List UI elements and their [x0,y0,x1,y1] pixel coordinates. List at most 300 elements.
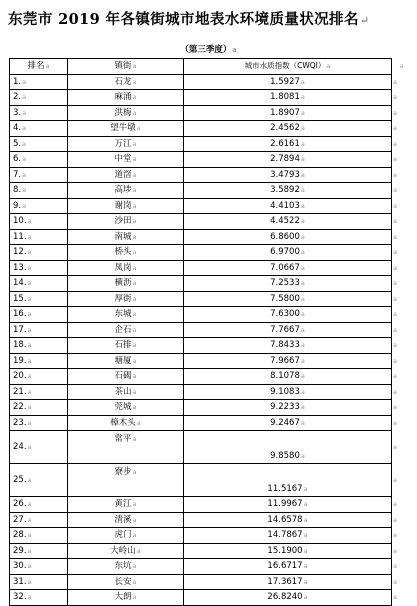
town-cell-text: 塘厦 [114,355,132,366]
cell-mark: a [45,62,50,71]
cell-mark: a [393,248,397,257]
row-end-cell [392,400,411,416]
rank-cell [10,121,68,137]
cell-mark: a [300,325,305,334]
rank-dot: . [18,138,22,149]
town-cell [68,291,184,307]
rank-dot: . [23,592,27,603]
town-cell [68,105,184,121]
row-end-cell [392,183,411,199]
index-cell-text: 7.9667 [270,355,300,366]
row-end-cell [392,152,411,168]
index-cell-text: 7.8433 [270,340,300,351]
cell-mark: a [393,515,397,524]
town-cell [68,369,184,385]
rank-cell [10,543,68,559]
cell-mark: a [300,93,305,102]
index-cell [184,322,392,338]
index-cell [184,260,392,276]
index-cell-text: 9.2233 [270,402,300,413]
town-cell-text: 莞城 [114,402,132,413]
index-cell [184,574,392,590]
cell-mark: a [300,356,305,365]
rank-dot: . [23,247,27,258]
index-cell-text: 14.6578 [267,514,303,525]
rank-cell-text: 19 [13,355,24,366]
rank-cell [10,260,68,276]
rank-cell [10,528,68,544]
cell-mark: a [132,62,137,71]
row-end-cell [392,590,411,606]
rank-cell-text: 22 [13,402,24,413]
index-cell [184,245,392,261]
rank-cell [10,322,68,338]
row-end-cell [392,528,411,544]
index-cell [184,121,392,137]
index-cell-text: 6.8600 [270,231,300,242]
cell-mark: a [27,279,32,288]
index-cell-text: 4.4522 [270,216,300,227]
cell-mark: a [27,248,32,257]
rank-cell-text: 26 [13,499,24,510]
cell-mark: a [393,593,397,602]
index-cell-text: 3.4793 [270,169,300,180]
rank-dot: . [23,309,27,320]
cell-mark: a [27,232,32,241]
rank-dot: . [23,545,27,556]
town-cell-text: 高埗 [114,185,132,196]
rank-dot: . [23,561,27,572]
cell-mark: a [132,108,137,117]
index-cell [184,74,392,90]
cell-mark: a [132,356,137,365]
cell-mark: a [300,387,305,396]
row-end-cell [392,338,411,354]
rank-cell [10,291,68,307]
rank-dot: . [23,340,27,351]
rank-cell [10,90,68,106]
rank-cell [10,229,68,245]
town-cell-text: 横沥 [114,278,132,289]
rank-cell-text: 28 [13,530,24,541]
rank-cell [10,136,68,152]
row-end-cell [392,136,411,152]
town-cell-text: 南城 [114,231,132,242]
cell-mark: a [27,531,32,540]
row-end-cell [392,121,411,137]
index-cell [184,229,392,245]
rank-cell-text: 2 [13,92,19,103]
table-row [10,183,411,199]
cell-mark: a [136,124,141,133]
table-row [10,136,411,152]
rank-dot: . [18,107,22,118]
table-row [10,512,411,528]
row-end-cell [392,512,411,528]
rank-cell [10,276,68,292]
rank-cell [10,198,68,214]
table-row [10,543,411,559]
cell-mark: a [300,403,305,412]
cell-mark: a [303,500,308,509]
row-end-mark: a [399,62,404,71]
row-end-cell [392,214,411,230]
row-end-cell [392,276,411,292]
row-end-cell [392,543,411,559]
cell-mark: a [300,232,305,241]
table-row [10,322,411,338]
cell-mark: a [393,372,397,381]
rank-dot: . [23,231,27,242]
town-cell-text: 黄江 [114,499,132,510]
index-cell-text: 7.2533 [270,278,300,289]
index-cell-text: 7.0667 [270,262,300,273]
town-cell-text: 樟木头 [110,417,136,428]
town-cell-text: 东坑 [114,561,132,572]
index-cell-text: 15.1900 [267,545,303,556]
cell-mark: a [22,186,27,195]
rank-dot: . [23,355,27,366]
table-row [10,167,411,183]
table-row [10,464,411,497]
index-cell [184,276,392,292]
rank-cell-text: 23 [13,417,24,428]
row-end-cell [392,198,411,214]
index-cell [184,136,392,152]
index-cell-text: 11.9967 [267,499,303,510]
cell-mark: a [132,500,137,509]
index-cell [184,512,392,528]
cell-mark: a [393,418,397,427]
rank-dot: . [18,185,22,196]
cell-mark: a [27,500,32,509]
cell-mark: a [27,325,32,334]
cell-mark: a [393,124,397,133]
table-row [10,245,411,261]
index-cell-text: 11.5167 [267,484,303,494]
cell-mark: a [393,294,397,303]
rank-cell-text: 25 [13,475,24,485]
rank-dot: . [18,169,22,180]
table-row [10,291,411,307]
header-rank-label: 排名 [27,61,45,72]
index-cell [184,167,392,183]
cell-mark: a [393,577,397,586]
row-end-cell [392,415,411,431]
cell-mark: a [132,279,137,288]
town-cell [68,276,184,292]
cell-mark: a [132,515,137,524]
town-cell-text: 洪梅 [114,107,132,118]
rank-cell-text: 32 [13,592,24,603]
cell-mark: a [300,108,305,117]
town-cell [68,136,184,152]
row-end-cell [392,353,411,369]
row-end-cell [392,74,411,90]
cell-mark: a [393,232,397,241]
town-cell [68,167,184,183]
index-cell [184,415,392,431]
town-cell [68,307,184,323]
town-cell-text: 沙田 [114,216,132,227]
rank-cell-text: 4 [13,123,19,134]
index-cell-text: 14.7867 [267,530,303,541]
rank-cell-text: 10 [13,216,24,227]
table-row [10,384,411,400]
cell-mark: a [393,217,397,226]
cell-mark: a [132,263,137,272]
rank-cell [10,307,68,323]
town-cell [68,198,184,214]
cell-mark: a [393,310,397,319]
town-cell-text: 长安 [114,576,132,587]
cell-mark: a [132,93,137,102]
rank-cell-text: 14 [13,278,24,289]
cell-mark: a [132,170,137,179]
cell-mark: a [303,546,308,555]
rank-cell-text: 24 [13,442,24,452]
town-cell [68,415,184,431]
cell-mark: a [303,562,308,571]
rank-dot: . [23,514,27,525]
cell-mark: a [132,531,137,540]
town-cell [68,74,184,90]
rank-cell [10,369,68,385]
town-cell [68,528,184,544]
cell-mark: a [393,170,397,179]
table-row [10,74,411,90]
town-cell [68,121,184,137]
table-row [10,369,411,385]
rank-dot: . [23,262,27,273]
cell-mark: a [132,372,137,381]
rank-dot: . [23,402,27,413]
rank-cell [10,167,68,183]
cell-mark: a [22,155,27,164]
table-row [10,338,411,354]
cell-mark: a [393,263,397,272]
document-subtitle [0,43,417,55]
cell-mark: a [22,108,27,117]
cell-mark: a [300,186,305,195]
cell-mark: a [132,139,137,148]
rank-dot: . [23,442,27,452]
cell-mark: a [132,77,137,86]
rank-cell-text: 17 [13,324,24,335]
index-cell-text: 8.1078 [270,371,300,382]
row-end-cell [392,59,411,75]
town-cell-text: 石龙 [114,76,132,87]
town-cell-text: 虎门 [114,530,132,541]
rank-dot: . [23,417,27,428]
table-row [10,198,411,214]
row-end-cell [392,559,411,575]
cell-mark: a [393,155,397,164]
cell-mark: a [300,139,305,148]
index-cell-text: 9.2467 [270,417,300,428]
paragraph-mark-icon: ↵ [359,14,370,27]
cell-mark: a [27,443,32,451]
cell-mark: a [393,93,397,102]
rank-cell [10,415,68,431]
cell-mark: a [300,279,305,288]
rank-cell-text: 5 [13,138,19,149]
cell-mark: a [22,201,27,210]
cell-mark: a [303,485,308,493]
rank-dot: . [18,154,22,165]
rank-cell [10,74,68,90]
rank-cell-text: 13 [13,262,24,273]
row-end-cell [392,291,411,307]
cell-mark: a [303,531,308,540]
town-cell-text: 凤岗 [114,262,132,273]
index-cell [184,543,392,559]
town-cell-text: 麻涌 [114,92,132,103]
header-town [68,59,184,75]
town-cell-text: 万江 [114,138,132,149]
town-cell-text: 望牛墩 [110,123,136,134]
cell-mark: a [303,515,308,524]
index-cell [184,152,392,168]
town-cell [68,214,184,230]
cell-mark: a [393,186,397,195]
cell-mark: a [393,476,397,484]
rank-cell [10,105,68,121]
index-cell-text: 1.8081 [270,92,300,103]
cell-mark: a [393,325,397,334]
town-cell [68,559,184,575]
table-row [10,590,411,606]
cell-mark: a [300,124,305,133]
index-cell-text: 2.4562 [270,123,300,134]
town-cell [68,90,184,106]
cell-mark: a [132,341,137,350]
town-cell [68,543,184,559]
town-cell-text: 谢岗 [114,200,132,211]
rank-dot: . [23,324,27,335]
rank-cell-text: 7 [13,169,19,180]
header-index-label: 城市水质指数（CWQI） [244,61,326,71]
cell-mark: a [303,577,308,586]
index-cell [184,90,392,106]
town-cell-text: 桥头 [114,247,132,258]
town-cell-text: 大岭山 [110,545,136,556]
cell-mark: a [300,217,305,226]
rank-cell [10,245,68,261]
town-cell [68,338,184,354]
rank-cell [10,590,68,606]
town-cell-text: 企石 [114,324,132,335]
index-cell [184,431,392,464]
town-cell-text: 石碣 [114,371,132,382]
cell-mark: a [393,356,397,365]
table-row [10,276,411,292]
rank-cell-text: 21 [13,386,24,397]
cell-mark: a [300,248,305,257]
row-end-cell [392,167,411,183]
table-row [10,400,411,416]
header-index [184,59,392,75]
rank-dot: . [18,123,22,134]
town-cell [68,464,184,497]
rank-dot: . [23,278,27,289]
cell-mark: a [393,279,397,288]
row-end-cell [392,464,411,497]
row-end-cell [392,574,411,590]
cell-mark: a [300,170,305,179]
town-cell [68,152,184,168]
rank-cell-text: 1 [13,76,19,87]
cell-mark: a [393,500,397,509]
cell-mark: a [393,77,397,86]
table-row [10,307,411,323]
index-cell-text: 2.6161 [270,138,300,149]
town-cell [68,497,184,513]
index-cell [184,528,392,544]
table-row [10,260,411,276]
cell-mark: a [27,593,32,602]
rank-cell-text: 20 [13,371,24,382]
town-cell-text: 东城 [114,309,132,320]
cell-mark: a [27,294,32,303]
table-row [10,353,411,369]
cell-mark: a [393,531,397,540]
index-cell [184,338,392,354]
town-cell-text: 寮步 [114,467,132,477]
cell-mark: a [132,593,137,602]
cell-mark: a [393,562,397,571]
cell-mark: a [393,387,397,396]
index-cell-text: 7.7667 [270,324,300,335]
cell-mark: a [132,217,137,226]
cell-mark: a [27,562,32,571]
rank-cell [10,431,68,464]
rank-cell [10,497,68,513]
row-end-cell [392,260,411,276]
row-end-cell [392,307,411,323]
row-end-cell [392,245,411,261]
header-town-label: 镇街 [114,61,132,72]
cell-mark: a [132,186,137,195]
town-cell-text: 石排 [114,340,132,351]
index-cell-text: 16.6717 [267,561,303,572]
rank-cell [10,384,68,400]
cell-mark: a [27,372,32,381]
cell-mark: a [22,77,27,86]
cell-mark: a [393,108,397,117]
rank-cell-text: 18 [13,340,24,351]
table-row [10,528,411,544]
table-row [10,497,411,513]
rank-cell-text: 11 [13,231,24,242]
cell-mark: a [136,418,141,427]
rank-cell-text: 9 [13,200,19,211]
cell-mark: a [393,139,397,148]
index-cell [184,590,392,606]
cell-mark: a [300,452,305,460]
town-cell-text: 中堂 [114,154,132,165]
rank-cell [10,214,68,230]
town-cell [68,245,184,261]
table-row [10,152,411,168]
town-cell-text: 茶山 [114,386,132,397]
table-row [10,559,411,575]
index-cell [184,214,392,230]
index-cell-text: 4.4103 [270,200,300,211]
header-rank [10,59,68,75]
cell-mark: a [326,62,331,71]
town-cell-text: 常平 [114,434,132,444]
